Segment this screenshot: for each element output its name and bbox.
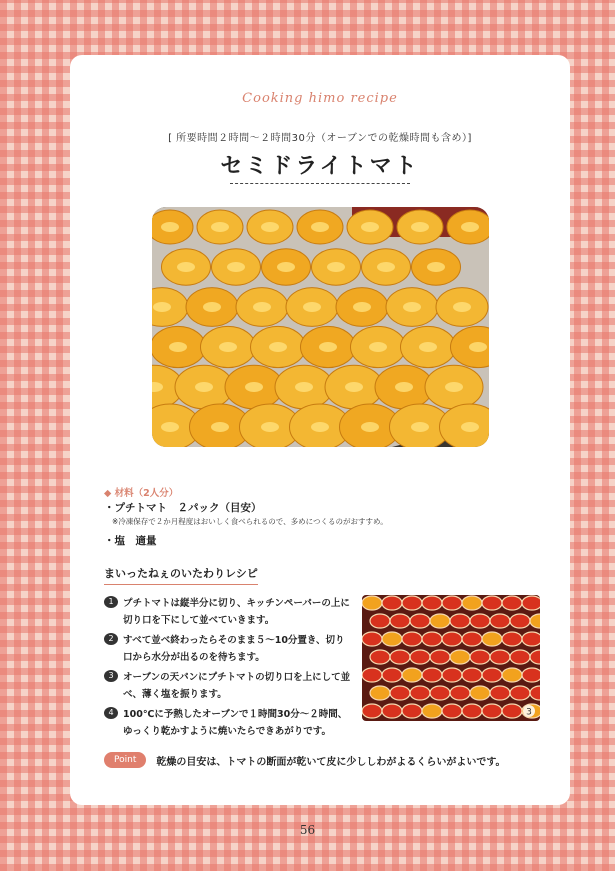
tomato-seed-core [303,302,321,312]
tomato-seed-core [377,262,395,272]
step-item [104,632,354,666]
tomato-cut [382,632,402,646]
time-note: [ 所要時間２時間〜２時間30分（オーブンでの乾燥時間も含め）] [168,133,472,144]
tomato-seed-core [461,422,479,432]
tomato-seed-core [319,342,337,352]
tomato-cut [442,632,462,646]
tomato-cut [470,614,490,628]
tomato-cut [402,668,422,682]
tomato-seed-core [277,262,295,272]
tomato-seed-core [419,342,437,352]
page-title: セミドライトマト [220,154,420,179]
tomato-cut [370,650,390,664]
tomato-seed-core [211,422,229,432]
tomato-seed-core [361,222,379,232]
tomato-cut [482,668,502,682]
tomato-cut [462,668,482,682]
tomato-cut [450,686,470,700]
tomato-seed-core [261,422,279,432]
point-text: 乾燥の目安は、トマトの断面が乾いて皮に少ししわがよるくらいがよいです。 [156,756,506,768]
tomato-seed-core [177,262,195,272]
step-item [104,669,354,703]
tomato-cut [522,668,540,682]
tomato-cut [370,614,390,628]
tomato-cut [470,686,490,700]
tomato-cut [442,596,462,610]
tomato-seed-core [411,222,429,232]
tomato-cut [502,704,522,718]
step-list [104,595,354,743]
tomato-cut [490,686,510,700]
tomato-seed-core [361,422,379,432]
tomato-seed-core [227,262,245,272]
tomato-cut [382,704,402,718]
tomato-seed-core [353,302,371,312]
title-divider [230,183,410,184]
tomato-cut [410,650,430,664]
tomato-seed-core [327,262,345,272]
tomato-cut [510,650,530,664]
tomato-cut [482,704,502,718]
tomato-cut [522,632,540,646]
tomato-cut [390,614,410,628]
tomato-cut [462,596,482,610]
recipe-card [70,55,570,805]
tomato-cut [382,668,402,682]
tomato-cut [410,614,430,628]
step-text: プチトマトは縦半分に切り、キッチンペーパーの上に切り口を下にして並べていきます。 [123,598,350,626]
ingredient-note: ※冷凍保存で２か月程度はおいしく食べられるので、多めにつくるのがおすすめ。 [112,517,388,526]
tomato-seed-core [169,342,187,352]
recipe-subheading: まいったねぇのいたわりレシピ [104,565,258,585]
tomato-cut [390,686,410,700]
tomato-cut [462,704,482,718]
tomato-seed-core [219,342,237,352]
tomato-seed-core [311,222,329,232]
tomato-cut [430,614,450,628]
tomato-seed-core [211,222,229,232]
tomato-seed-core [445,382,463,392]
tomato-cut [382,596,402,610]
tomato-cut [450,650,470,664]
tomato-cut [410,686,430,700]
tomato-seed-core [427,262,445,272]
tomato-seed-core [311,422,329,432]
tomato-seed-core [245,382,263,392]
step-number: 2 [104,633,118,645]
tomato-seed-core [403,302,421,312]
tomato-cut [422,704,442,718]
point-badge: Point [104,752,146,768]
tomato-seed-core [253,302,271,312]
step-text: オーブンの天パンにプチトマトの切り口を上にして並べ、薄く塩を振ります。 [123,672,351,700]
step-text: すべて並べ終わったらそのまま５〜10分置き、切り口から水分が出るのを待ちます。 [123,635,345,663]
tomato-cut [422,596,442,610]
dried-tomato-photo [152,207,489,447]
tomato-cut [490,614,510,628]
step-text: 100℃に予熱したオーブンで１時間30分〜２時間、ゆっくり乾かすように焼いたらできあがりです。 [123,709,348,737]
brand-heading: Cooking himo recipe [242,91,398,106]
tomato-seed-core [453,302,471,312]
tomato-cut [362,668,382,682]
tomato-seed-core [345,382,363,392]
tomato-cut [482,596,502,610]
tomato-cut [402,596,422,610]
tomato-cut [402,632,422,646]
tomato-seed-core [161,222,179,232]
tomato-cut [402,704,422,718]
tomato-cut [462,632,482,646]
tomato-seed-core [461,222,479,232]
tomato-cut [450,614,470,628]
tomato-seed-core [411,422,429,432]
tomato-seed-core [161,422,179,432]
point-row [104,752,506,768]
page-number: 56 [299,823,316,837]
tomato-cut [370,686,390,700]
tomato-seed-core [469,342,487,352]
tomato-cut [442,704,462,718]
tomato-cut [442,668,462,682]
tomato-seed-core [203,302,221,312]
tomato-cut [510,686,530,700]
ingredient-item: ・塩 適量 [104,535,157,547]
tomato-cut [482,632,502,646]
tomato-cut [362,632,382,646]
photo-number: 3 [526,707,532,718]
tomato-cut [470,650,490,664]
tomato-cut [430,686,450,700]
tomato-seed-core [269,342,287,352]
tomato-cut [510,614,530,628]
tomato-cut [390,650,410,664]
step-number: 1 [104,596,118,608]
cut-tomato-photo [362,595,540,721]
tomato-seed-core [195,382,213,392]
tomato-seed-core [261,222,279,232]
tomato-cut [422,668,442,682]
tomato-cut [502,596,522,610]
tomato-cut [490,650,510,664]
ingredient-item: ・プチトマト ２パック（目安） [104,502,262,514]
tomato-cut [502,632,522,646]
tomato-cut [502,668,522,682]
tomato-seed-core [295,382,313,392]
tomato-seed-core [395,382,413,392]
tomato-seed-core [369,342,387,352]
tomato-cut [422,632,442,646]
step-number: 3 [104,670,118,682]
step-item [104,595,354,629]
tomato-seed-core [153,302,171,312]
ingredients-heading: ◆ 材料（2人分） [104,488,179,499]
step-number: 4 [104,707,118,719]
tomato-cut [522,596,540,610]
step-item [104,706,354,740]
tomato-cut [362,596,382,610]
tomato-cut [430,650,450,664]
tomato-cut [362,704,382,718]
